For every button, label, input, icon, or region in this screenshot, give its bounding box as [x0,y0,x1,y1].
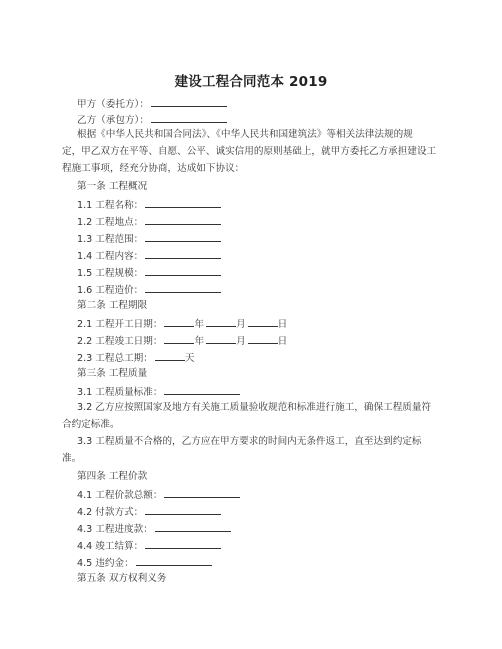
article-1-item: 1.4 工程内容： [0,248,502,264]
article-4-item: 4.5 违约金： [0,555,502,571]
article-1-item: 1.3 工程范围： [0,231,502,247]
intro-line-3: 程施工事项，经充分协商，达成如下协议： [62,163,245,174]
article-3-heading: 第三条 工程质量 [77,368,148,379]
article-1-item: 1.5 工程规模： [0,265,502,281]
article-4-item: 4.2 付款方式： [0,504,502,520]
blank-field [151,96,227,107]
end-date-line: 2.2 工程竣工日期： 年 月 日 [0,333,502,349]
article-4-item: 4.3 工程进度款： [0,521,502,537]
article-3-item: 3.1 工程质量标准： [0,384,502,400]
total-duration-line: 2.3 工程总工期： 天 [0,350,502,366]
party-a-line: 甲方（委托方）： [0,96,502,112]
article-4-item: 4.1 工程价款总额： [0,487,502,503]
article-3-item-3-line-2: 准。 [62,453,82,464]
article-4-heading: 第四条 工程价款 [77,471,148,482]
article-5-heading: 第五条 双方权利义务 [77,573,167,584]
article-3-item-2-line-2: 合约定标准。 [62,419,120,430]
document-title: 建设工程合同范本 2019 [174,74,328,90]
article-3-item-3-line-1: 3.3 工程质量不合格的，乙方应在甲方要求的时间内无条件返工，直至达到约定标 [77,436,422,447]
article-1-item: 1.1 工程名称： [0,197,502,213]
party-b-line: 乙方（承包方）： [0,112,502,128]
start-date-line: 2.1 工程开工日期： 年 月 日 [0,316,502,332]
article-1-item: 1.2 工程地点： [0,214,502,230]
article-2-heading: 第二条 工程期限 [77,300,148,311]
article-1-heading: 第一条 工程概况 [77,181,148,192]
blank-field [151,112,227,123]
article-1-item: 1.6 工程造价： [0,282,502,298]
article-3-item-2-line-1: 3.2 乙方应按照国家及地方有关施工质量验收规范和标准进行施工，确保工程质量符 [77,402,432,413]
article-4-item: 4.4 竣工结算： [0,538,502,554]
intro-line-2: 定，甲乙双方在平等、自愿、公平、诚实信用的原则基础上，就甲方委托乙方承担建设工 [62,146,437,157]
intro-line-1: 根据《中华人民共和国合同法》、《中华人民共和国建筑法》等相关法律法规的规 [77,129,413,140]
